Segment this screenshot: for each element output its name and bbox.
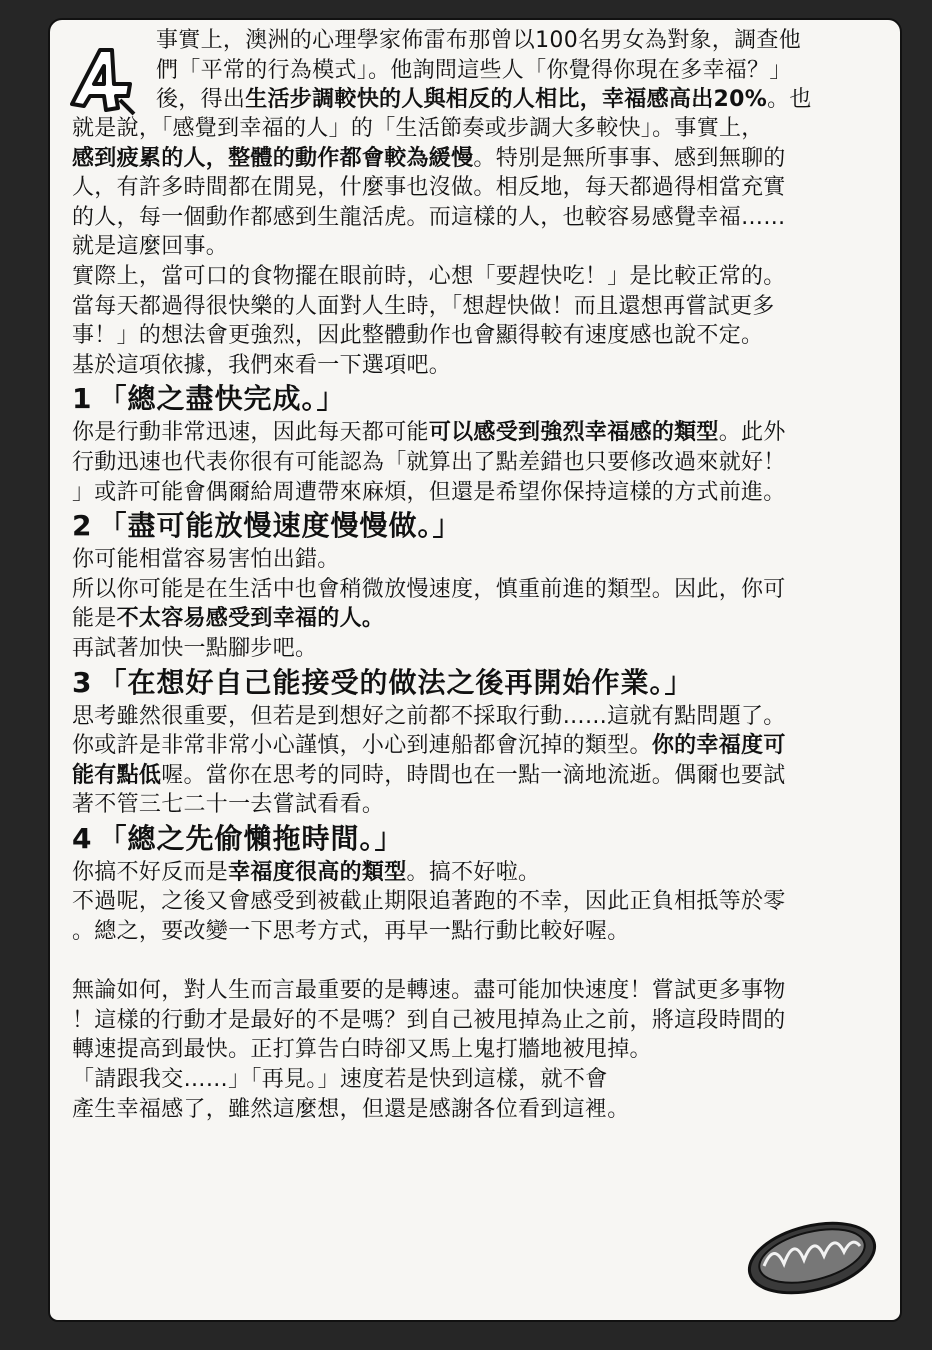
closing-line-4: 「請跟我交……」「再見。」速度若是快到這樣，就不會	[72, 1067, 608, 1093]
closing-line-5: 產生幸福感了，雖然這麼想，但還是感謝各位看到這裡。	[72, 1096, 630, 1122]
option-4-line-1: 你搞不好反而是幸福度很高的類型。搞不好啦。	[72, 859, 541, 885]
answer-a-icon	[64, 40, 144, 120]
option-4-line-3: 。總之，要改變一下思考方式，再早一點行動比較好喔。	[72, 919, 630, 945]
intro-line-12: 基於這項依據，我們來看一下選項吧。	[72, 352, 452, 378]
option-2-line-3: 能是不太容易感受到幸福的人。	[72, 606, 385, 632]
intro-line-4: 就是說，「感覺到幸福的人」的「生活節奏或步調大多較快」。事實上，	[72, 116, 764, 141]
option-1-line-2: 行動迅速也代表你很有可能認為「就算出了點差錯也只要修改過來就好！	[72, 449, 786, 475]
option-2-line-1: 你可能相當容易害怕出錯。	[72, 547, 340, 573]
intro-line-10: 當每天都過得很快樂的人面對人生時，「想趕快做！而且還想再嘗試更多	[72, 293, 775, 319]
intro-line-8: 就是這麼回事。	[72, 234, 229, 260]
option-1-heading: 1 「總之盡快完成。」	[72, 382, 346, 416]
option-1-line-1: 你是行動非常迅速，因此每天都可能可以感受到強烈幸福感的類型。此外	[72, 420, 786, 446]
intro-continued	[72, 114, 882, 1124]
intro-line-2: 們「平常的行為模式」。他詢問這些人「你覺得你現在多幸福？」	[156, 57, 792, 83]
intro-line-11: 事！」的想法會更強烈，因此整體動作也會顯得較有速度感也說不定。	[72, 323, 764, 349]
intro-line-1: 事實上，澳洲的心理學家佈雷布那曾以100名男女為對象，調查他	[156, 28, 801, 53]
intro-line-9: 實際上，當可口的食物擺在眼前時，心想「要趕快吃！」是比較正常的。	[72, 263, 786, 289]
option-4-heading: 4 「總之先偷懶拖時間。」	[72, 821, 404, 855]
option-3-line-2: 你或許是非常非常小心謹慎，小心到連船都會沉掉的類型。你的幸福度可	[72, 733, 786, 759]
intro-line-6: 人，有許多時間都在閒晃，什麼事也沒做。相反地，每天都過得相當充實	[72, 175, 786, 201]
closing-line-3: 轉速提高到最快。正打算告白時卻又馬上鬼打牆地被甩掉。	[72, 1037, 652, 1063]
answer-panel	[48, 18, 902, 1322]
intro-block	[156, 26, 886, 115]
option-3-heading: 3 「在想好自己能接受的做法之後再開始作業。」	[72, 665, 694, 699]
intro-line-3: 後，得出生活步調較快的人與相反的人相比，幸福感高出20%。也	[156, 87, 812, 113]
option-3-line-1: 思考雖然很重要，但若是到想好之前都不採取行動……這就有點問題了。	[72, 703, 786, 729]
intro-line-5: 感到疲累的人，整體的動作都會較為緩慢。特別是無所事事、感到無聊的	[72, 145, 786, 171]
option-2-heading: 2 「盡可能放慢速度慢慢做。」	[72, 509, 462, 543]
closing-line-1: 無論如何，對人生而言最重要的是轉速。盡可能加快速度！嘗試更多事物	[72, 978, 786, 1004]
option-1-line-3: 」或許可能會偶爾給周遭帶來麻煩，但還是希望你保持這樣的方式前進。	[72, 479, 786, 505]
option-3-line-3: 能有點低喔。當你在思考的同時，時間也在一點一滴地流逝。偶爾也要試	[72, 762, 786, 788]
spacer	[72, 947, 882, 977]
option-2-line-4: 再試著加快一點腳步吧。	[72, 635, 318, 661]
option-4-line-2: 不過呢，之後又會感受到被截止期限追著跑的不幸，因此正負相抵等於零	[72, 889, 786, 915]
option-2-line-2: 所以你可能是在生活中也會稍微放慢速度，慎重前進的類型。因此，你可	[72, 576, 786, 602]
option-3-line-4: 著不管三七二十一去嘗試看看。	[72, 792, 385, 818]
closing-line-2: ！這樣的行動才是最好的不是嗎？到自己被甩掉為止之前，將這段時間的	[72, 1007, 786, 1033]
intro-line-7: 的人，每一個動作都感到生龍活虎。而這樣的人，也較容易感覺幸福……	[72, 204, 786, 230]
mitochondria-illustration-icon	[742, 1212, 882, 1300]
